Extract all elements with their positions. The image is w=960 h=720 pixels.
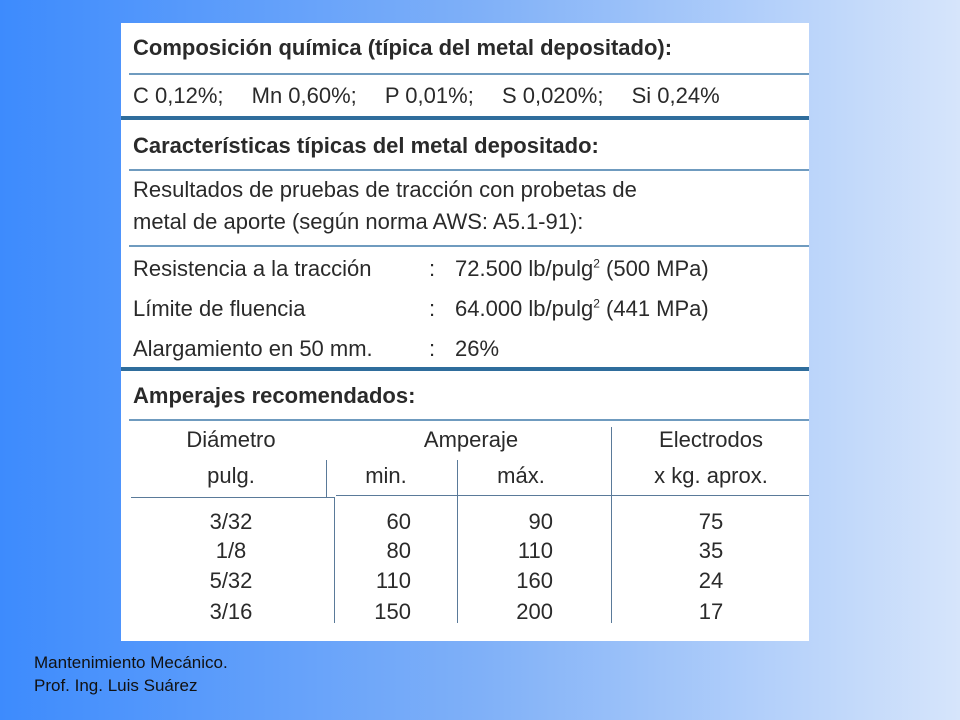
composition-values xyxy=(133,83,720,109)
property-value: 64.000 lb/pulg xyxy=(455,296,594,321)
characteristics-intro-2: metal de aporte (según norma AWS: A5.1-91): xyxy=(133,209,584,234)
section-divider xyxy=(121,367,809,371)
composition-title: Composición química (típica del metal depositado): xyxy=(133,35,673,60)
cell-electrodes: 17 xyxy=(698,599,724,624)
divider xyxy=(129,169,809,171)
property-colon: : xyxy=(429,256,436,281)
cell-min: 110 xyxy=(375,568,411,593)
table-hline xyxy=(131,497,335,498)
cell-min: 150 xyxy=(374,599,411,624)
property-sup: 2 xyxy=(593,296,600,311)
cell-diameter: 5/32 xyxy=(209,568,253,593)
section-divider xyxy=(121,116,809,120)
property-label: Límite de fluencia xyxy=(133,296,306,321)
table-hline xyxy=(336,495,809,496)
footer-author: Prof. Ing. Luis Suárez xyxy=(34,676,198,695)
property-row-yield xyxy=(133,296,709,322)
property-sup: 2 xyxy=(593,256,600,271)
composition-item: S 0,020%; xyxy=(501,83,604,108)
cell-max: 160 xyxy=(516,568,553,593)
cell-electrodes: 75 xyxy=(698,509,724,534)
property-label: Resistencia a la tracción xyxy=(133,256,372,281)
cell-electrodes: 24 xyxy=(698,568,724,593)
property-colon: : xyxy=(429,336,436,361)
cell-diameter: 3/32 xyxy=(209,509,253,534)
composition-item: C 0,12%; xyxy=(133,83,224,108)
property-extra: (500 MPa) xyxy=(599,256,709,281)
property-label: Alargamiento en 50 mm. xyxy=(133,336,373,361)
header-diameter-unit: pulg. xyxy=(207,463,255,488)
header-max: máx. xyxy=(497,463,545,488)
property-row-tensile xyxy=(133,256,709,282)
header-electrodes: Electrodos xyxy=(659,427,763,452)
amperages-title: Amperajes recomendados: xyxy=(133,383,416,408)
table-vline xyxy=(326,460,327,497)
header-electrodes-unit: x kg. aprox. xyxy=(654,463,768,488)
spec-card xyxy=(121,23,809,641)
table-vline xyxy=(334,497,335,623)
cell-max: 110 xyxy=(517,538,553,563)
divider xyxy=(129,245,809,247)
cell-min: 60 xyxy=(386,509,411,534)
cell-max: 90 xyxy=(528,509,553,534)
cell-diameter: 3/16 xyxy=(209,599,253,624)
table-vline xyxy=(611,427,612,623)
cell-diameter: 1/8 xyxy=(215,538,247,563)
footer-course: Mantenimiento Mecánico. xyxy=(34,653,228,672)
divider xyxy=(129,73,809,75)
property-value: 26% xyxy=(455,336,500,361)
cell-electrodes: 35 xyxy=(698,538,724,563)
composition-item: P 0,01%; xyxy=(384,83,474,108)
composition-item: Mn 0,60%; xyxy=(251,83,357,108)
property-colon: : xyxy=(429,296,436,321)
property-row-elongation xyxy=(133,336,499,362)
characteristics-intro-1: Resultados de pruebas de tracción con probetas de xyxy=(133,177,637,202)
cell-min: 80 xyxy=(386,538,411,563)
header-min: min. xyxy=(365,463,407,488)
cell-max: 200 xyxy=(516,599,553,624)
composition-item: Si 0,24% xyxy=(631,83,720,108)
property-extra: (441 MPa) xyxy=(599,296,709,321)
divider xyxy=(129,419,809,421)
characteristics-title: Características típicas del metal depositado: xyxy=(133,133,599,158)
property-value: 72.500 lb/pulg xyxy=(455,256,594,281)
header-diameter: Diámetro xyxy=(186,427,276,452)
header-amperage: Amperaje xyxy=(423,427,519,452)
table-vline xyxy=(457,460,458,623)
slide-footer xyxy=(34,651,228,697)
